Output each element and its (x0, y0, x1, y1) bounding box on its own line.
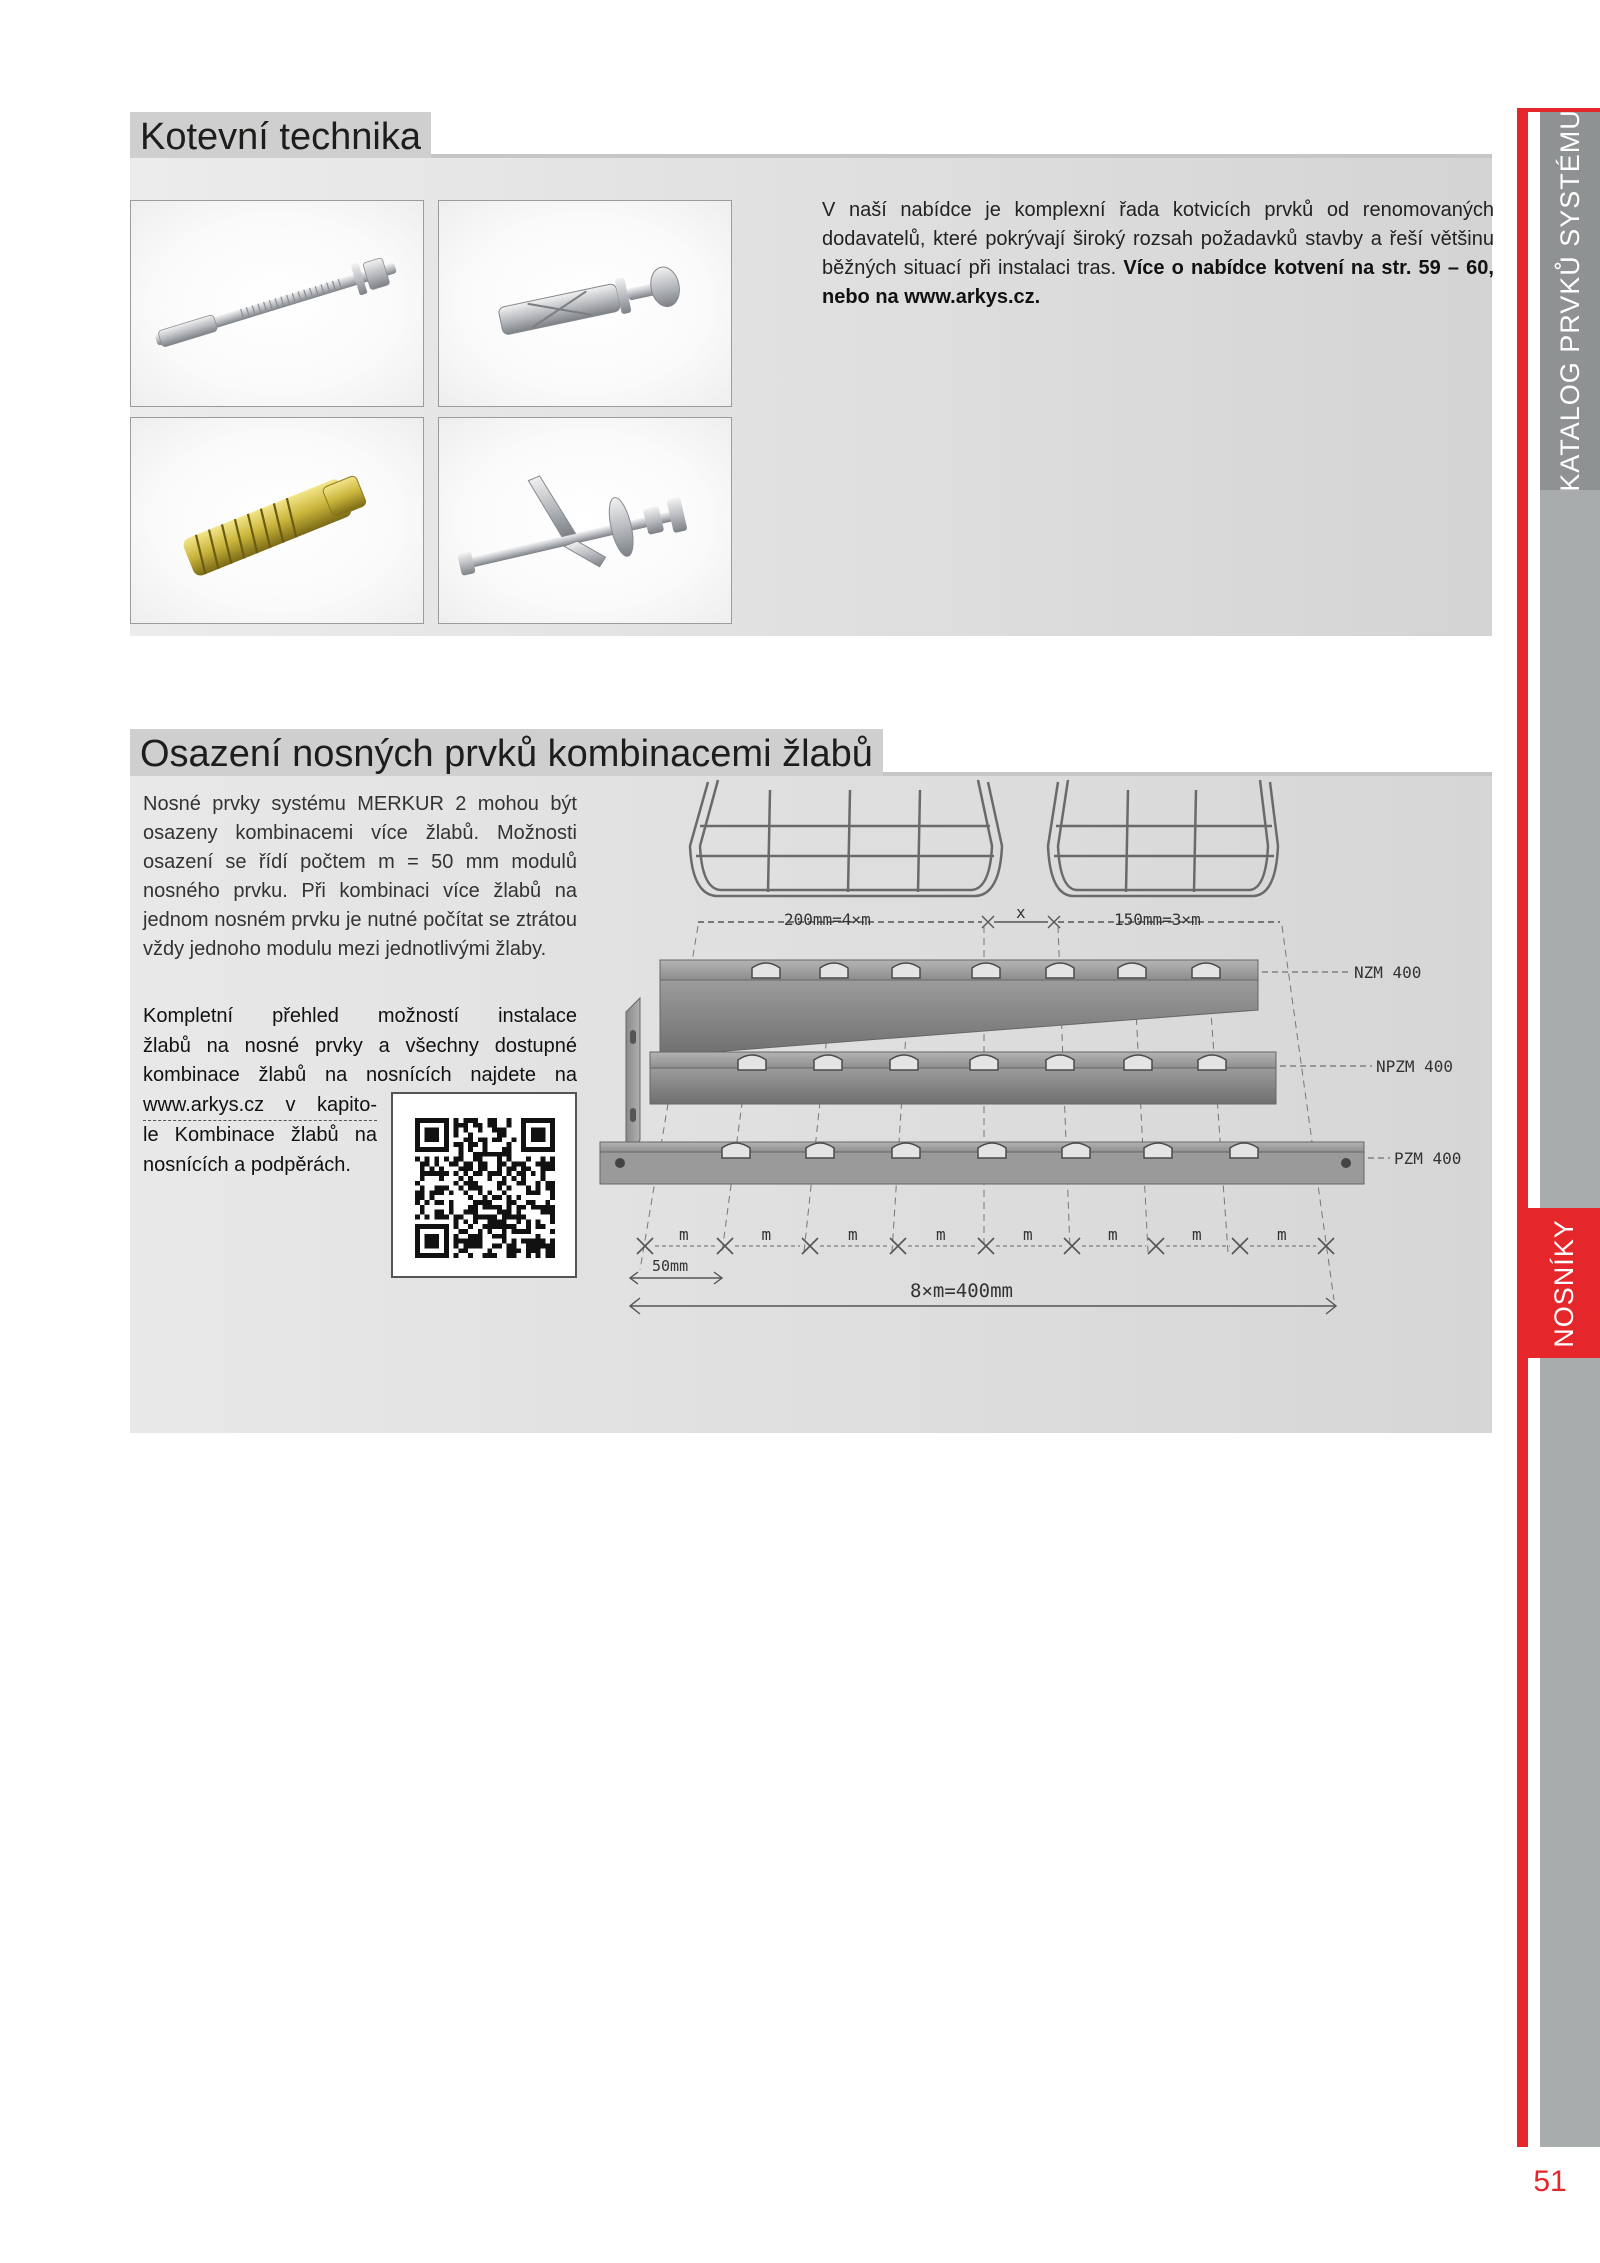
wall-plate (626, 998, 640, 1154)
module-label: m (1277, 1225, 1287, 1244)
beam-slot (820, 963, 848, 978)
section2-heading: Osazení nosných prvků kombinacemi žlabů (130, 729, 883, 776)
module-separator (717, 1238, 733, 1254)
beam-slot (1230, 1143, 1258, 1158)
module-separator (1232, 1238, 1248, 1254)
beam-slot (1198, 1055, 1226, 1070)
para2-line: kombinace žlabů na nosnících najdete na (143, 1064, 577, 1086)
module-label: m (848, 1225, 858, 1244)
beam-slot (722, 1143, 750, 1158)
beam-slot (814, 1055, 842, 1070)
qr-code-icon (415, 1118, 555, 1258)
dim-top-right: 150mm=3×m (1114, 910, 1201, 929)
section1-heading: Kotevní technika (130, 112, 431, 158)
beam-slot (972, 963, 1000, 978)
beam-slot (1046, 963, 1074, 978)
wire-trays (690, 780, 1278, 896)
beam-slot (806, 1143, 834, 1158)
module-label: m (1192, 1225, 1202, 1244)
module-dimension-row (637, 1225, 1334, 1254)
section2-para1: Nosné prvky systému MERKUR 2 mohou být osazeny kombinacemi více žlabů. Možnosti osazení se řídí počtem m = 50 mm modulů nosného prvku. Při kombinaci více žlabů na jednom nosném prvku je nutné počítat se ztrátou vždy jednoho modulu mezi jednotlivými žlaby. (143, 793, 577, 960)
para2-line: Kompletní přehled možností instalace (143, 1005, 577, 1027)
para2-link-line[interactable]: www.arkys.cz v kapito- (143, 1091, 377, 1122)
para2-line: le Kombinace žlabů na (143, 1124, 377, 1146)
beam-slot (892, 963, 920, 978)
module-separator (1064, 1238, 1080, 1254)
catalog-side-text: KATALOG PRVKŮ SYSTÉMU (1554, 108, 1585, 492)
label-npzm: NPZM 400 (1376, 1057, 1454, 1076)
module-label: m (936, 1225, 946, 1244)
module-label: m (1108, 1225, 1118, 1244)
beam-slot (1062, 1143, 1090, 1158)
wedge-anchor-photo (130, 200, 424, 407)
dim-top-left: 200mm=4×m (784, 910, 871, 929)
catalog-side-label (1540, 110, 1600, 490)
module-label: m (761, 1225, 772, 1244)
intro-link-text[interactable]: Více o nabídce kotvení na str. 59 – 60, nebo na www.arkys.cz. (822, 257, 1494, 308)
para2-line: nosnících a podpěrách. (143, 1153, 351, 1176)
beam-nzm (660, 960, 1258, 1056)
chapter-tab[interactable] (1528, 1208, 1600, 1358)
beam-slot (738, 1055, 766, 1070)
module-label: m (1023, 1225, 1033, 1244)
page-number: 51 (1533, 2165, 1567, 2198)
beam-slot (1046, 1055, 1074, 1070)
beam-slot (978, 1143, 1006, 1158)
beam-slot (892, 1143, 920, 1158)
beam-slot (1192, 963, 1220, 978)
qr-code[interactable] (391, 1092, 577, 1278)
label-pzm: PZM 400 (1394, 1149, 1462, 1168)
beam-slot (890, 1055, 918, 1070)
beam-slot (1124, 1055, 1152, 1070)
cavity-anchor-photo (438, 200, 732, 407)
brass-anchor-photo (130, 417, 424, 624)
dim-total: 8×m=400mm (910, 1280, 1013, 1302)
para2-line: žlabů na nosné prvky a všechny dostupné (143, 1034, 577, 1057)
intro-plain: V naší nabídce je komplexní řada kotvicích prvků od renomovaných dodavatelů, které pokrývají široký rozsah požadavků stavby a řeší většinu běžných situací při instalaci tras. (822, 199, 1494, 279)
beam-slot (752, 963, 780, 978)
section1-intro (822, 196, 1494, 312)
beam-slot (1118, 963, 1146, 978)
beam-slot (970, 1055, 998, 1070)
chapter-tab-text: NOSNÍKY (1548, 1218, 1579, 1348)
beam-slot (1144, 1143, 1172, 1158)
module-separator (978, 1238, 994, 1254)
module-separator (1148, 1238, 1164, 1254)
red-rail (1517, 110, 1528, 2147)
dim-top-gap: x (1016, 903, 1026, 922)
label-nzm: NZM 400 (1354, 963, 1422, 982)
dim-module: 50mm (652, 1257, 689, 1275)
module-label: m (679, 1225, 689, 1244)
spring-toggle-photo (438, 417, 732, 624)
beam-diagram (590, 776, 1500, 1336)
